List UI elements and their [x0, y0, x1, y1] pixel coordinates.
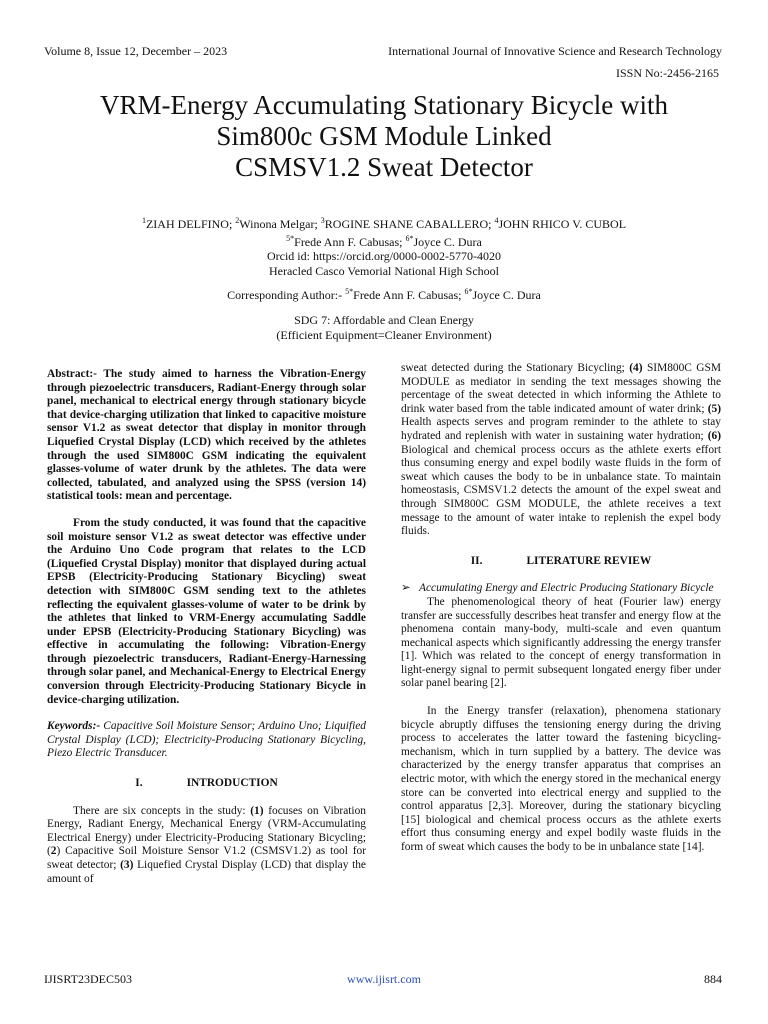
literature-subheading-text: Accumulating Energy and Electric Producing Stationary Bicycle — [419, 582, 714, 595]
title-line-1: VRM-Energy Accumulating Stationary Bicycle with — [100, 90, 668, 120]
corresponding-name-5: Frede Ann F. Cabusas; — [353, 288, 465, 302]
literature-heading-title: LITERATURE REVIEW — [526, 554, 652, 567]
paper-title — [0, 90, 768, 183]
literature-heading-number: II. — [470, 554, 483, 567]
header-issn: ISSN No:-2456-2165 — [615, 66, 719, 80]
intro-continued-paragraph — [401, 362, 721, 539]
intro-num-4: (4) — [629, 362, 643, 374]
orcid-link[interactable]: Orcid id: https://orcid.org/0000-0002-5770-4020 — [266, 249, 502, 263]
sdg-block — [0, 313, 768, 342]
title-line-3: CSMSV1.2 Sweat Detector — [235, 152, 533, 182]
footer-page-number: 884 — [704, 972, 722, 986]
sdg-line-1: SDG 7: Affordable and Clean Energy — [294, 313, 474, 327]
corresponding-author — [0, 285, 768, 303]
author-1-sup: 1 — [141, 216, 146, 225]
author-4-sup: 4 — [494, 216, 499, 225]
author-3-sup: 3 — [320, 216, 325, 225]
corresponding-sup-5: 5* — [345, 287, 354, 296]
abstract-paragraph-1: Abstract:- The study aimed to harness the Vibration-Energy through piezoelectric transducers, Radiant-Energy through solar panel, mechanical to electrical energy through stationary bicycle that device-charging utilization that linked to capacitive moisture sensor V1.2 as sweat detector that display in monitor through Liquefied Crystal Display (LCD) which received by the athletes through the used SIM800C GSM indicating the equivalent glasses-volume of water drunk by the athletes. The data were collected, tabulated, and analyzed using the SPSS (version 14) statistical tools: mean and percentage. — [47, 368, 366, 503]
footer-website-link[interactable]: www.ijisrt.com — [347, 972, 421, 986]
intro-num-5: (5) — [707, 402, 721, 415]
author-5-sup: 5* — [286, 233, 295, 243]
keywords — [47, 720, 366, 761]
right-column — [401, 362, 721, 855]
author-block — [0, 214, 768, 278]
school-name: Heracled Casco Vemorial National High School — [268, 263, 500, 278]
footer-website — [0, 972, 768, 986]
author-6-sup: 6* — [405, 233, 414, 243]
keywords-text: Capacitive Soil Moisture Sensor; Arduino Uno; Liquified Crystal Display (LCD); Electricity-Producing Stationary Bicycling, Piezo Electric Transducer. — [47, 720, 366, 760]
author-6: Joyce C. Dura — [413, 234, 482, 249]
intro-heading-title: INTRODUCTION — [186, 777, 278, 790]
intro-heading — [47, 777, 366, 791]
header-journal: International Journal of Innovative Science and Research Technology — [388, 44, 722, 58]
author-5: Frede Ann F. Cabusas; — [294, 234, 406, 249]
intro-num-6: (6) — [707, 429, 721, 442]
intro-num-2: 2 — [50, 845, 57, 858]
left-column — [47, 368, 366, 886]
arrow-bullet-icon: ➢ — [401, 582, 411, 595]
intro-num-1: (1) — [250, 804, 264, 817]
intro-text-1: focuses on Vibration Energy, Radiant Energy, Mechanical Energy (VRM-Accumulating Electrical Energy) under Electricity-Producing Stationary Bicycling; ( — [47, 804, 366, 858]
title-line-2: Sim800c GSM Module Linked — [216, 121, 552, 151]
footer-paper-id: IJISRT23DEC503 — [44, 972, 132, 986]
author-1: ZIAH DELFINO; — [145, 217, 236, 231]
corresponding-name-6: Joyce C. Dura — [472, 288, 541, 302]
intro-cont-text-0: sweat detected during the Stationary Bicycling; — [401, 362, 630, 374]
abstract-paragraph-2: From the study conducted, it was found that the capacitive soil moisture sensor V1.2 as sweat detector was effective under the Arduino Uno Code program that relates to the LCD (Liquefied Crystal Display) monitor that displayed during actual EPSB (Electricity-Producing Stationary Bicycling) sweat detection with SIM800C GSM sending text to the athletes reflecting the equivalent glasses-volume of water to be drink by the athletes that linked to VRM-Energy accumulating Saddle under EPSB (Electricity-Producing Stationary Bicycling) was effective in accumulating the following: Vibration-Energy through piezoelectric transducers, Radiant-Energy-Harnessing through solar panel, and Mechanical-Energy to Electrical Energy conversion through Electricity-Producing Stationary Bicycle in device-charging utilization. — [47, 516, 366, 706]
intro-cont-text-6: Biological and chemical process occurs as the athlete exerts effort thus consuming energy and expel bodily waste fluids in the form of sweat which causes the body to be in unbalance state. To maintain homeostasis, CSMSV1.2 detects the amount of the expel sweat and through SIM800C GSM MODULE, the athlete receives a text message to the amount of water intake to replenish the expel body fluids. — [401, 443, 721, 538]
corresponding-sup-6: 6* — [464, 287, 473, 296]
header-volume: Volume 8, Issue 12, December – 2023 — [44, 44, 228, 58]
literature-paragraph-2: In the Energy transfer (relaxation), phenomena stationary bicycle abruptly diffuses the tensioning energy during the driving process to accelerates the latter toward the fastening bicycling-mechanism, which in turn supplied by a battery. The device was characterized by the energy transfer apparatus that comprises an electric motor, with which the energy stored in the mechanical energy store can be converted into electrical energy and supplied to the control apparatus [2,3]. Moreover, during the stationary bicycling [15] biological and chemical process occurs as the athlete exerts effort thus consuming energy and expel bodily waste fluids in the form of sweat which causes the body to be in unbalance state [14]. — [401, 705, 721, 853]
keywords-label: Keywords:- — [47, 720, 104, 733]
author-3: ROGINE SHANE CABALLERO; — [324, 217, 495, 231]
intro-num-3: (3) — [120, 859, 134, 871]
intro-text-0: There are six concepts in the study: — [73, 804, 251, 817]
literature-paragraph-1: The phenomenological theory of heat (Fourier law) energy transfer are successfully describes heat transfer and energy flow at the phenomena contain many-body, multi-scale and even quantum mechanical aspects which significantly addressing the energy transfer [1]. Which was related to the concept of energy transformation in light-energy signal to permit subsequent longated energy fiber under solar panel bearing [2]. — [401, 595, 721, 690]
intro-heading-number: I. — [135, 777, 143, 790]
literature-heading — [401, 555, 721, 569]
intro-text-3: Liquefied Crystal Display (LCD) that display the amount of — [47, 859, 366, 885]
intro-paragraph — [47, 805, 366, 887]
authors-line-1 — [0, 214, 768, 232]
literature-subheading — [401, 582, 721, 596]
intro-cont-text-5: Health aspects serves and program reminder to the athlete to stay hydrated and replenish with water in sustaining water hydration; — [401, 416, 721, 442]
author-4: JOHN RHICO V. CUBOL — [498, 217, 627, 231]
corresponding-prefix: Corresponding Author:- — [227, 288, 346, 302]
authors-line-2 — [0, 232, 768, 250]
author-2-sup: 2 — [235, 216, 240, 225]
sdg-line-2: (Efficient Equipment=Cleaner Environment) — [276, 327, 492, 342]
author-2: Winona Melgar; — [239, 217, 321, 231]
intro-text-2: ) Capacitive Soil Moisture Sensor V1.2 (CSMSV1.2) as tool for sweat detector; — [47, 845, 366, 871]
intro-cont-text-4: SIM800C GSM MODULE as mediator in sending the text messages showing the percentage of the sweat detected in which informing the Athlete to drink water based from the table indicated amount of water drink; — [401, 362, 721, 415]
